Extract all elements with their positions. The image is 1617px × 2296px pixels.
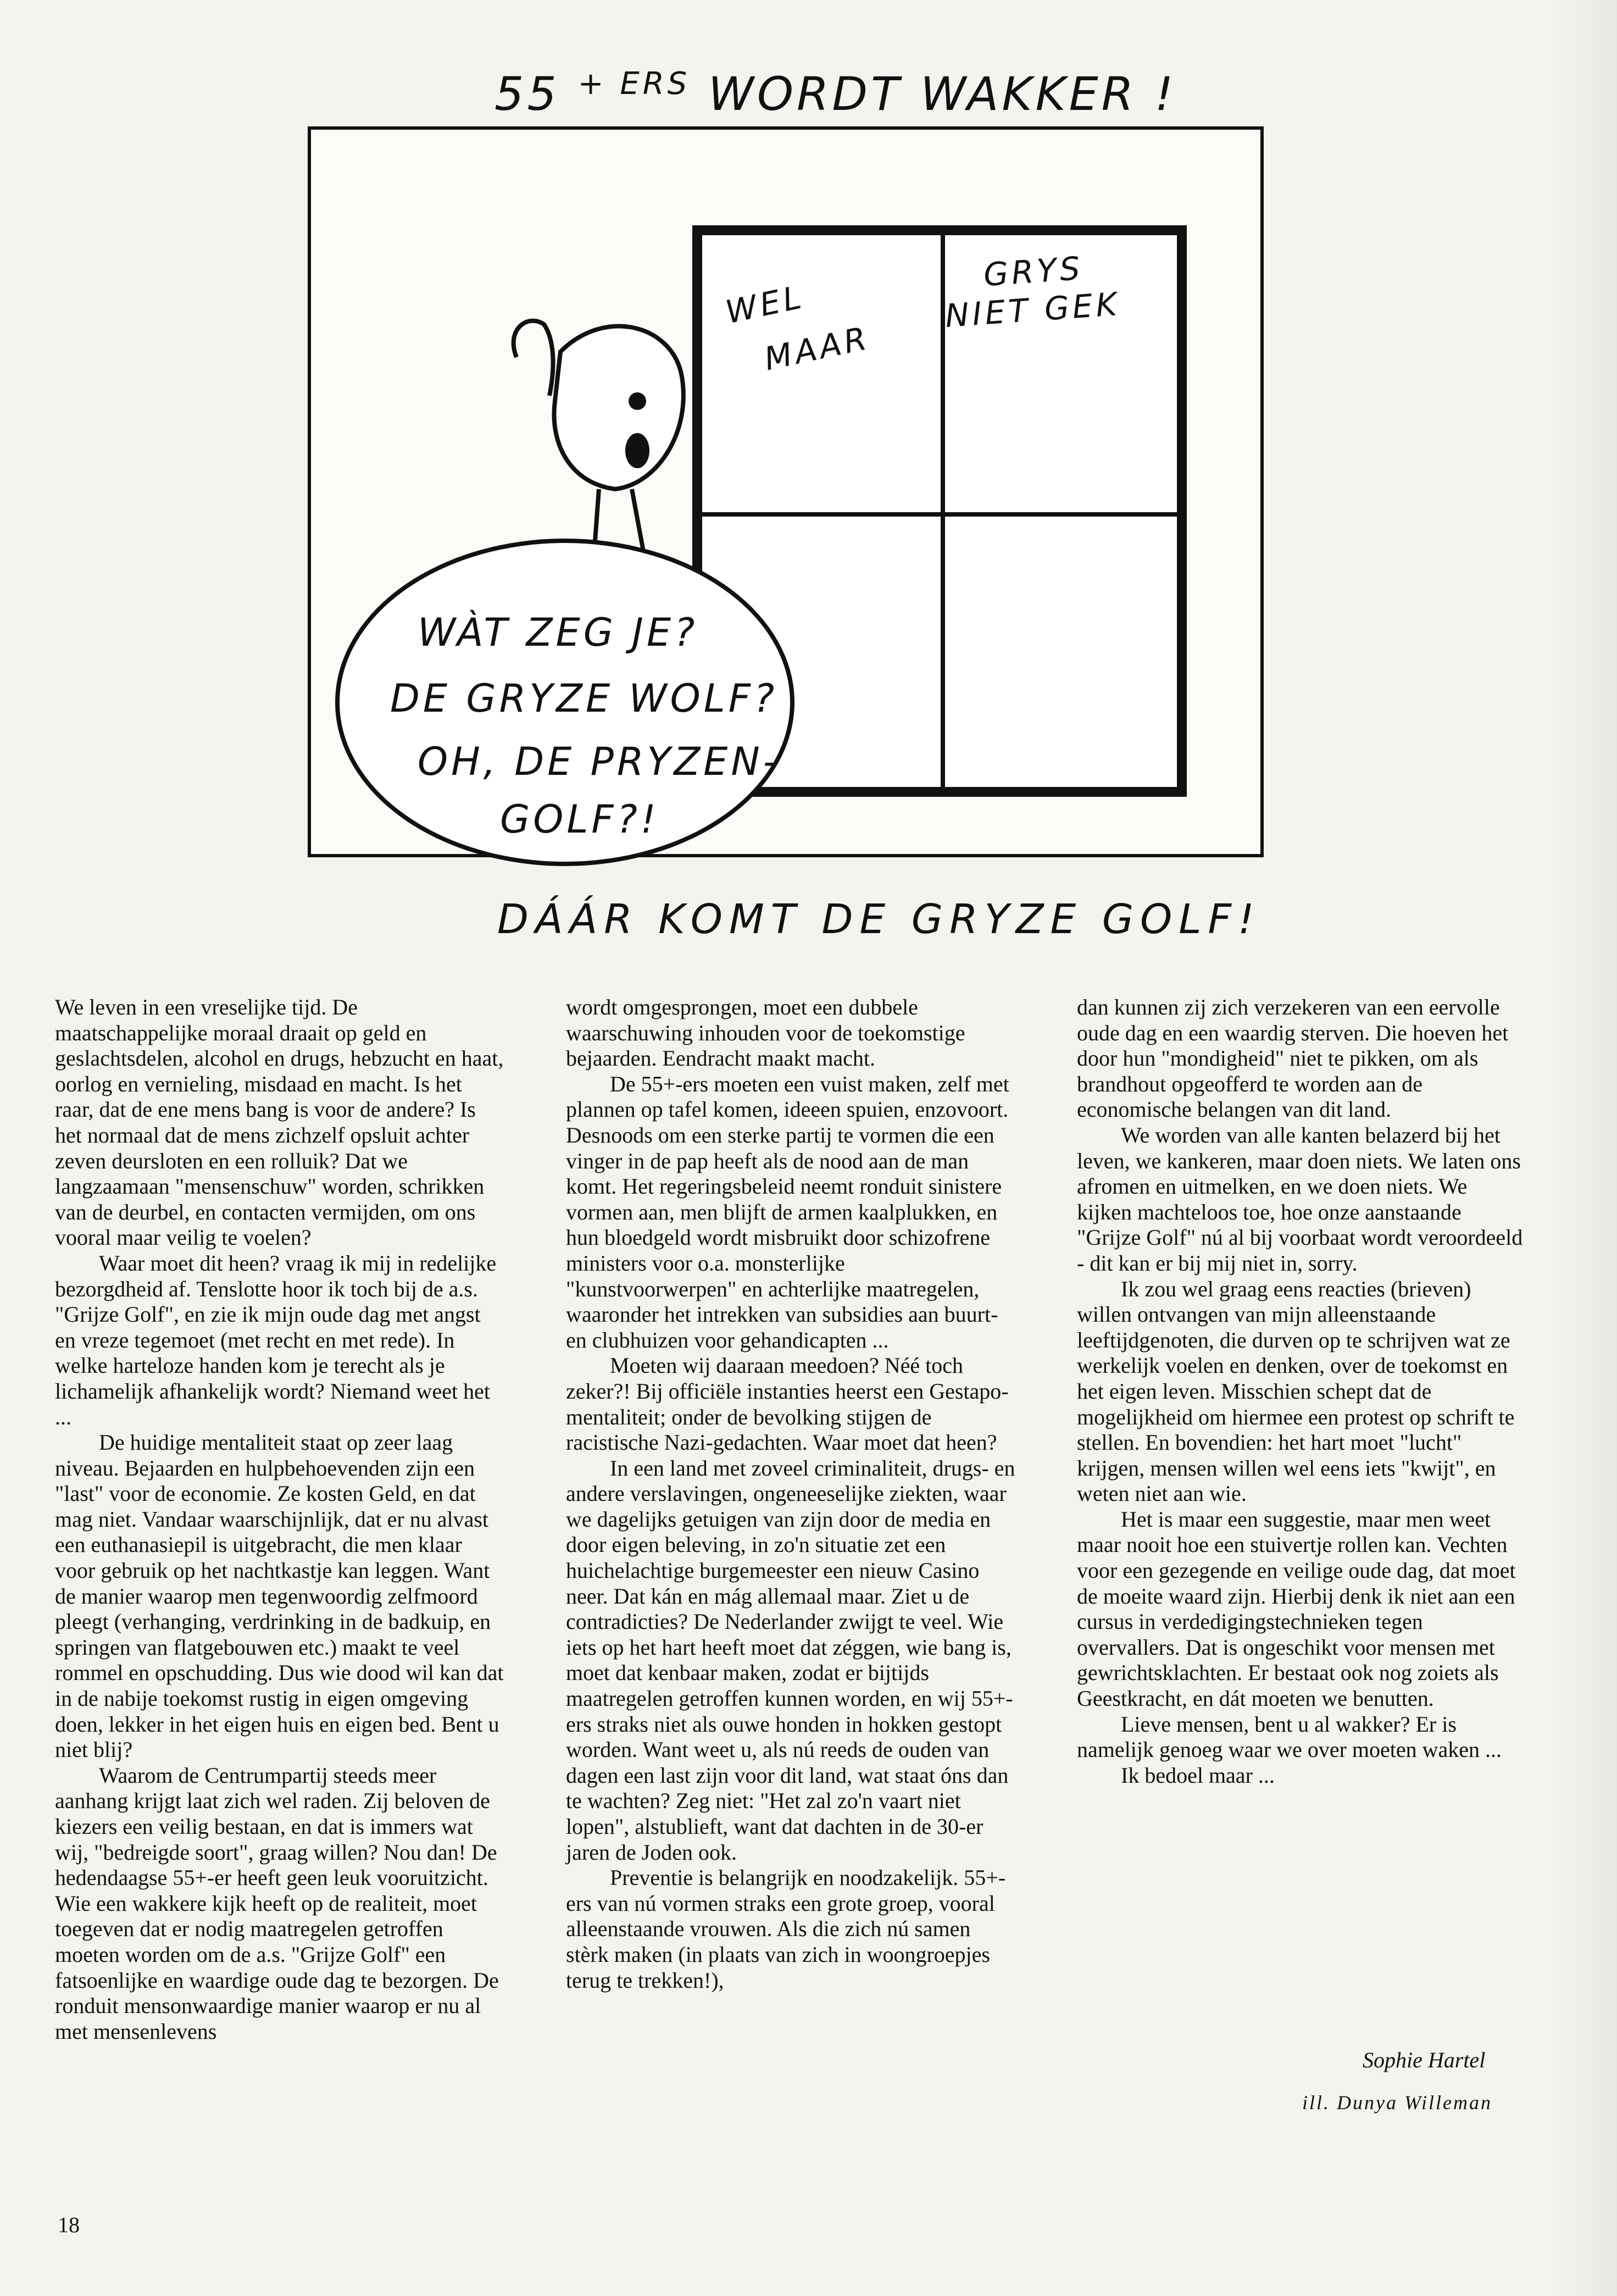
author-signature: Sophie Hartel [1363,2048,1486,2072]
paragraph: In een land met zoveel criminaliteit, drugs- en andere verslavingen, ongeneeselijke ziekten, waar we dagelijks getuigen van zijn door de media en door eigen beleving, in zo'n situatie zet een huichelachtige burgemeester een nieuw Casino neer. Dat kán en mág allemaal maar. Ziet u de contradicties? De Nederlander zwijgt te veel. Wie iets op het hart heeft moet dat zéggen, wie bang is, moet dat kenbaar maken, zodat er bijtijds maatregelen getroffen kunnen worden, en wij 55+-ers straks niet als ouwe honden in hokken gestopt worden. Want weet u, als nú reeds de ouden van dagen een last zijn voor dit land, wat staat óns dan te wachten? Zeg niet: "Het zal zo'n vaart niet lopen", alstublieft, want dat dachten in de 30-er jaren de Joden ook. [566,1455,1015,1865]
article-column-1 [55,995,505,2044]
paragraph: De huidige mentaliteit staat op zeer laag niveau. Bejaarden en hulpbehoevenden zijn een "last" voor de economie. Ze kosten Geld, en dat mag niet. Vandaar waarschijnlijk, dat er nu alvast een euthanasiepil is uitgebracht, die men klaar voor gebruik op het nachtkastje kan leggen. Want de manier waarop men tegenwoordig zelfmoord pleegt (verhanging, verdrinking in de badkuip, en springen van flatgebouwen etc.) maakt te veel rommel en opschudding. Dus wie dood wil kan dat in de nabije toekomst rustig in eigen omgeving doen, lekker in het eigen huis en eigen bed. Bent u niet blij? [55,1430,504,1762]
article-column-2 [566,995,1016,1993]
paragraph: Ik zou wel graag eens reacties (brieven) willen ontvangen van mijn alleenstaande leeftijdgenoten, die durven op te schrijven wat ze werkelijk voelen en denken, over de toekomst en het eigen leven. Misschien schept dat de mogelijkheid om hiermee een protest op schrift te stellen. En bovendien: het hart moet "lucht" krijgen, mensen willen wel eens iets "kwijt", en weten niet aan wie. [1077,1276,1515,1506]
paragraph: Preventie is belangrijk en noodzakelijk. 55+-ers van nú vormen straks een grote groep, vooral alleenstaande vrouwen. Als die zich nú samen stèrk maken (in plaats van zich in woongroepjes terug te trekken!), [566,1865,1006,1993]
paragraph: Waarom de Centrumpartij steeds meer aanhang krijgt laat zich wel raden. Zij beloven de kiezers een veilig bestaan, en dat is immers wat wij, "bedreigde soort", graag willen? Nou dan! De hedendaagse 55+-er heeft geen leuk vooruitzicht. Wie een wakkere kijk heeft op de realiteit, moet toegeven dat er nodig maatregelen getroffen moeten worden om de a.s. "Grijze Golf" een fatsoenlijke en waardige oude dag te bezorgen. De ronduit mensonwaardige manier waarop er nu al met mensenlevens [55,1762,499,2044]
speech-line: GOLF?! [500,797,659,842]
cartoon-title [494,66,1176,121]
paragraph: Moeten wij daaraan meedoen? Néé toch zeker?! Bij officiële instanties heerst een Gestapo-mentaliteit; onder de bevolking stijgen de racistische Nazi-gedachten. Waar moet dat heen? [566,1353,1009,1455]
title-rest: WORDT WAKKER ! [708,67,1177,121]
protest-sign-text: GRYS [982,249,1085,294]
page-number: 18 [58,2212,80,2237]
paragraph: We leven in een vreselijke tijd. De maatschappelijke moraal draait op geld en geslachtsdelen, alcohol en drugs, hebzucht en haat, oorlog en vernieling, misdaad en macht. Is het raar, dat de ene mens bang is voor de andere? Is het normaal dat de mens zichzelf opsluit achter zeven deursloten en een rolluik? Dat we langzaamaan "mensenschuw" worden, schrikken van de deurbel, en contacten vermijden, om ons vooral maar veilig te voelen? [55,995,504,1250]
protest-sign-text: MAAR [761,319,873,378]
paragraph: wordt omgesprongen, moet een dubbele waarschuwing inhouden voor de toekomstige bejaarden. Eendracht maakt macht. [566,995,965,1071]
cartoon-caption: DÁÁR KOMT DE GRYZE GOLF! [497,896,1261,943]
paragraph: Het is maar een suggestie, maar men weet maar nooit hoe een stuivertje rollen kan. Vechten voor een gezegende en veilige oude dag, dat moet de moeite waard zijn. Hierbij denk ik niet aan een cursus in verdedigingstechnieken tegen overvallers. Dat is ongeschikt voor mensen met gewrichtsklachten. Er bestaat ook nog zoiets als Geestkracht, en dát moeten we benutten. [1077,1506,1516,1711]
bleed-through-shadow [1551,0,1617,2296]
paragraph: De 55+-ers moeten een vuist maken, zelf met plannen op tafel komen, ideeen spuien, enzovoort. Desnoods om een sterke partij te vormen die een vinger in de pap heeft als de nood aan de man komt. Het regeringsbeleid neemt ronduit sinistere vormen aan, men blijft de armen kaalplukken, en hun bloedgeld wordt misbruikt door schizofrene ministers voor o.a. monsterlijke "kunstvoorwerpen" en achterlijke maatregelen, waaronder het intrekken van subsidies aan buurt- en clubhuizen voor gehandicapten ... [566,1071,1009,1352]
speech-line: DE GRYZE WOLF? [390,676,778,721]
paragraph: We worden van alle kanten belazerd bij het leven, we kankeren, maar doen niets. We laten ons afromen en uitmelken, en we doen niets. We kijken machteloos toe, hoe onze aanstaande "Grijze Golf" nú al bij voorbaat wordt veroordeeld - dit kan er bij mij niet in, sorry. [1077,1122,1523,1275]
title-super: + ERS [577,66,691,102]
speech-line: OH, DE PRYZEN- [418,739,781,784]
title-prefix: 55 [494,67,560,121]
paragraph: Lieve mensen, bent u al wakker? Er is namelijk genoeg waar we over moeten waken ... [1077,1711,1502,1762]
protest-sign-text: NIET GEK [944,285,1121,335]
paragraph: dan kunnen zij zich verzekeren van een eervolle oude dag en een waardig sterven. Die hoeven het door hun "mondigheid" niet te pikken, om als brandhout opgeofferd te worden aan de economische belangen van dit land. [1077,995,1509,1122]
article-column-3 [1077,995,1527,1788]
illustration-credit: ill. Dunya Willeman [1302,2092,1492,2114]
protest-sign-text: WEL [722,278,808,331]
window-pane [941,512,1181,791]
speech-line: WÀT ZEG JE? [418,610,698,655]
paragraph: Waar moet dit heen? vraag ik mij in redelijke bezorgdheid af. Tenslotte hoor ik toch bij de a.s. "Grijze Golf", en zie ik mijn oude dag met angst en vreze tegemoet (met recht en met rede). In welke harteloze handen kom je terecht als je lichamelijk afhankelijk wordt? Niemand weet het ... [55,1250,497,1429]
paragraph: Ik bedoel maar ... [1121,1762,1275,1788]
